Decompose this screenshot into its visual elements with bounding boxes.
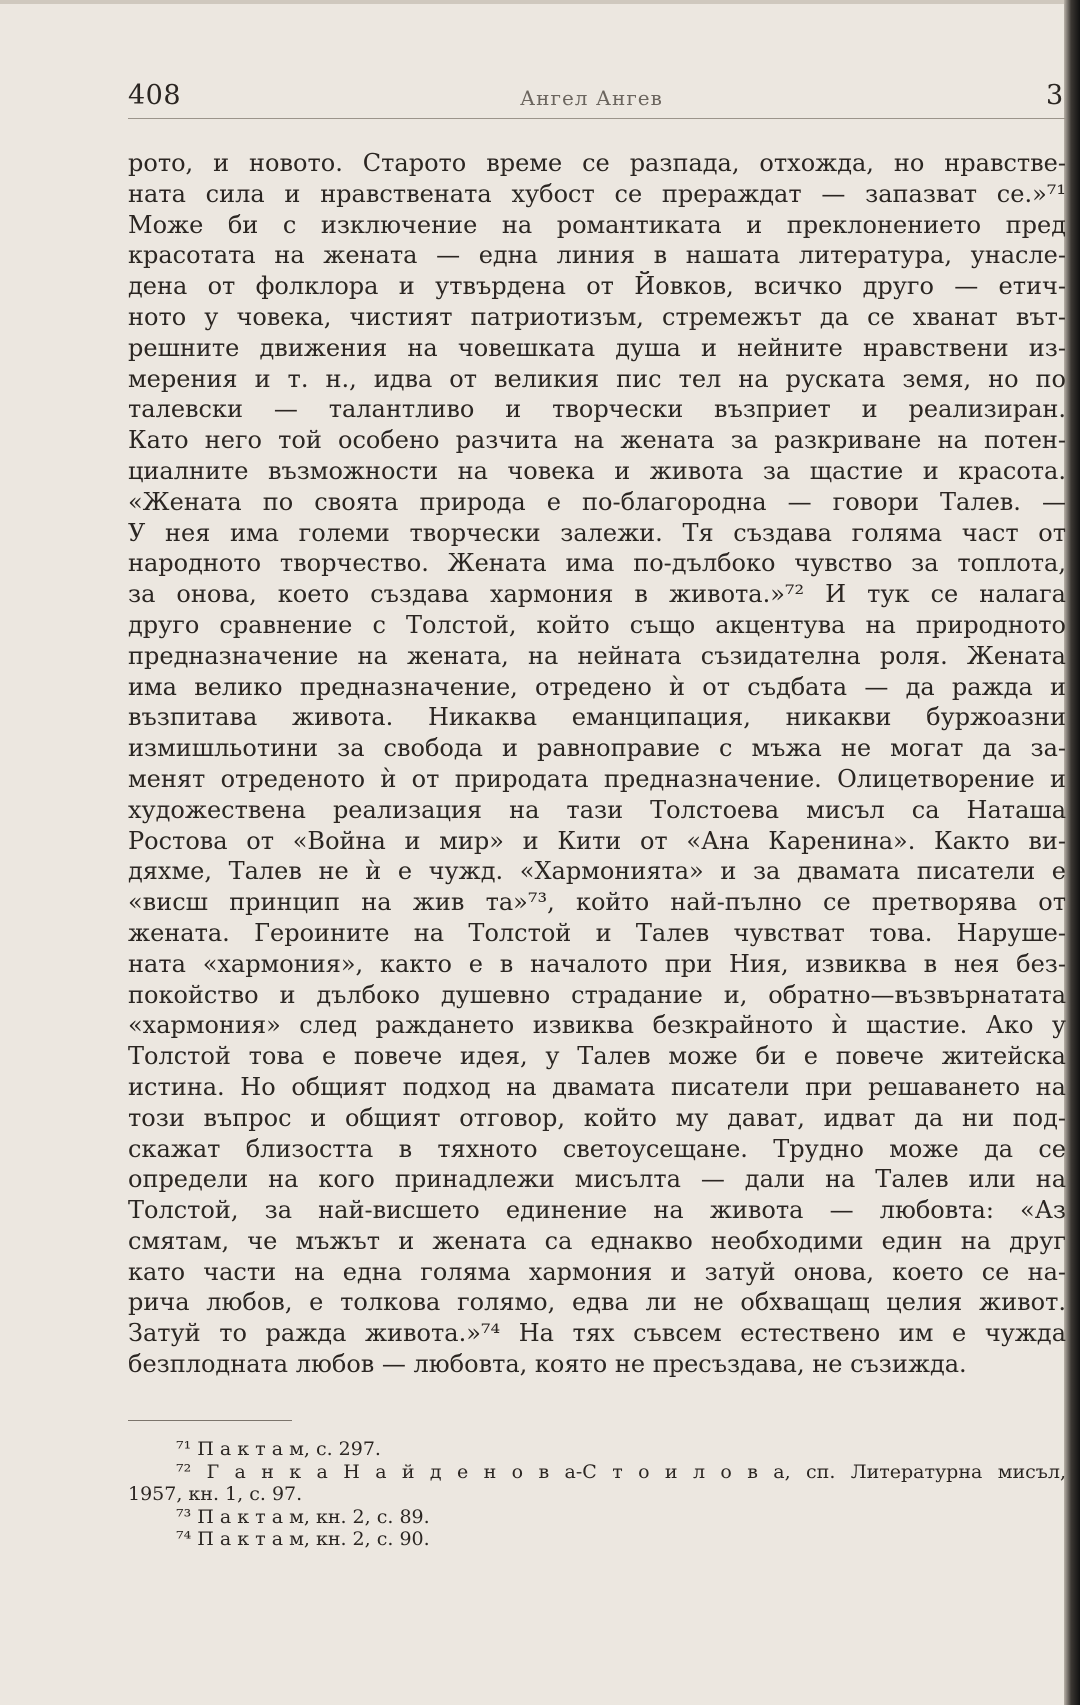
next-page-number-fragment: 3 [1046, 80, 1064, 111]
body-line: предназначение на жената, на нейната съзидателна роля. Жената [128, 641, 1066, 670]
body-line: народното творчество. Жената има по-дълбоко чувство за топлота, [128, 549, 1066, 578]
body-line: определи на кого принадлежи мисълта — дали на Талев или на [128, 1165, 1066, 1194]
body-line: красотата на жената — една линия в нашата литература, унасле- [128, 241, 1066, 270]
body-line: Може би с изключение на романтиката и преклонението пред [128, 210, 1066, 239]
page-number: 408 [128, 80, 182, 111]
body-line: «висш принцип на жив та»⁷³, който най-пълно се претворява от [128, 888, 1066, 917]
body-line: ната «хармония», както е в началото при Ния, извиква в нея без- [128, 949, 1066, 978]
body-line: У нея има големи творчески залежи. Тя създава голяма част от [128, 518, 1066, 547]
body-line: ната сила и нравствената хубост се прераждат — запазват се.»⁷¹ [128, 179, 1066, 208]
body-line: талевски — талантливо и творчески възприет и реализиран. [128, 395, 1066, 424]
body-line: дена от фолклора и утвърдена от Йовков, всичко друго — етич- [128, 272, 1066, 301]
body-line: жената. Героините на Толстой и Талев чувстват това. Наруше- [128, 918, 1066, 947]
body-line: Като него той особено разчита на жената за разкриване на потен- [128, 426, 1066, 455]
footnote-72-continuation: 1957, кн. 1, с. 97. [128, 1483, 303, 1506]
footnote-72: ⁷² Г а н к а Н а й д е н о в а-С т о и л о в а, сп. Литературна мисъл, [176, 1460, 1066, 1483]
footnote-rule [128, 1420, 292, 1421]
footnote-71: ⁷¹ П а к т а м, с. 297. [176, 1438, 381, 1460]
body-line: мерения и т. н., идва от великия пис тел на руската земя, но по [128, 364, 1066, 393]
page-top-edge [0, 0, 1080, 4]
page-binding-shadow [1064, 0, 1080, 1705]
header-rule [128, 118, 1066, 119]
body-line: измишльотини за свобода и равноправие с мъжа не могат да за- [128, 734, 1066, 763]
body-line: рича любов, е толкова голямо, едва ли не обхващащ целия живот. [128, 1288, 1066, 1317]
body-line: решните движения на човешката душа и нейните нравствени из- [128, 333, 1066, 362]
body-line: дяхме, Талев не ѝ е чужд. «Хармонията» и за двамата писатели е [128, 857, 1066, 886]
body-line: друго сравнение с Толстой, който също акцентува на природното [128, 610, 1066, 639]
body-line: менят отреденото ѝ от природата предназначение. Олицетворение и [128, 764, 1066, 793]
body-line: ното у човека, чистият патриотизъм, стремежът да се хванат вът- [128, 302, 1066, 331]
body-line: този въпрос и общият отговор, който му дават, идват да ни под- [128, 1103, 1066, 1132]
body-line: безплодната любов — любовта, която не пресъздава, не съзижда. [128, 1350, 967, 1379]
page-header [128, 80, 1066, 120]
running-head: Ангел Ангев [520, 86, 663, 110]
body-line: циалните възможности на човека и живота за щастие и красота. [128, 456, 1066, 485]
body-line: «хармония» след раждането извиква безкрайното ѝ щастие. Ако у [128, 1011, 1066, 1040]
body-line: за онова, което създава хармония в живота.»⁷² И тук се налага [128, 580, 1066, 609]
body-line: Толстой това е повече идея, у Талев може би е повече житейска [128, 1042, 1066, 1071]
body-line: смятам, че мъжът и жената са еднакво необходими един на друг [128, 1226, 1066, 1255]
body-line: има велико предназначение, отредено ѝ от съдбата — да ражда и [128, 672, 1066, 701]
body-line: възпитава живота. Никаква еманципация, никакви буржоазни [128, 703, 1066, 732]
body-text [128, 148, 1066, 1380]
body-line: като части на една голяма хармония и затуй онова, което се на- [128, 1257, 1066, 1286]
body-line: художествена реализация на тази Толстоева мисъл са Наташа [128, 795, 1066, 824]
body-line: скажат близостта в тяхното светоусещане. Трудно може да се [128, 1134, 1066, 1163]
body-line: рото, и новото. Старото време се разпада, отхожда, но нравстве- [128, 149, 1066, 177]
body-line: Толстой, за най-висшето единение на живота — любовта: «Аз [128, 1196, 1066, 1225]
body-line: «Жената по своята природа е по-благородна — говори Талев. — [128, 487, 1066, 516]
footnote-73: ⁷³ П а к т а м, кн. 2, с. 89. [176, 1505, 430, 1528]
footnote-74: ⁷⁴ П а к т а м, кн. 2, с. 90. [176, 1528, 430, 1551]
body-line: Ростова от «Война и мир» и Кити от «Ана Каренина». Както ви- [128, 826, 1066, 855]
body-line: Затуй то ражда живота.»⁷⁴ На тях съвсем естествено им е чужда [128, 1319, 1066, 1348]
body-line: покойство и дълбоко душевно страдание и, обратно—възвърнатата [128, 980, 1066, 1009]
body-line: истина. Но общият подход на двамата писатели при решаването на [128, 1072, 1066, 1101]
footnotes [128, 1438, 1066, 1551]
